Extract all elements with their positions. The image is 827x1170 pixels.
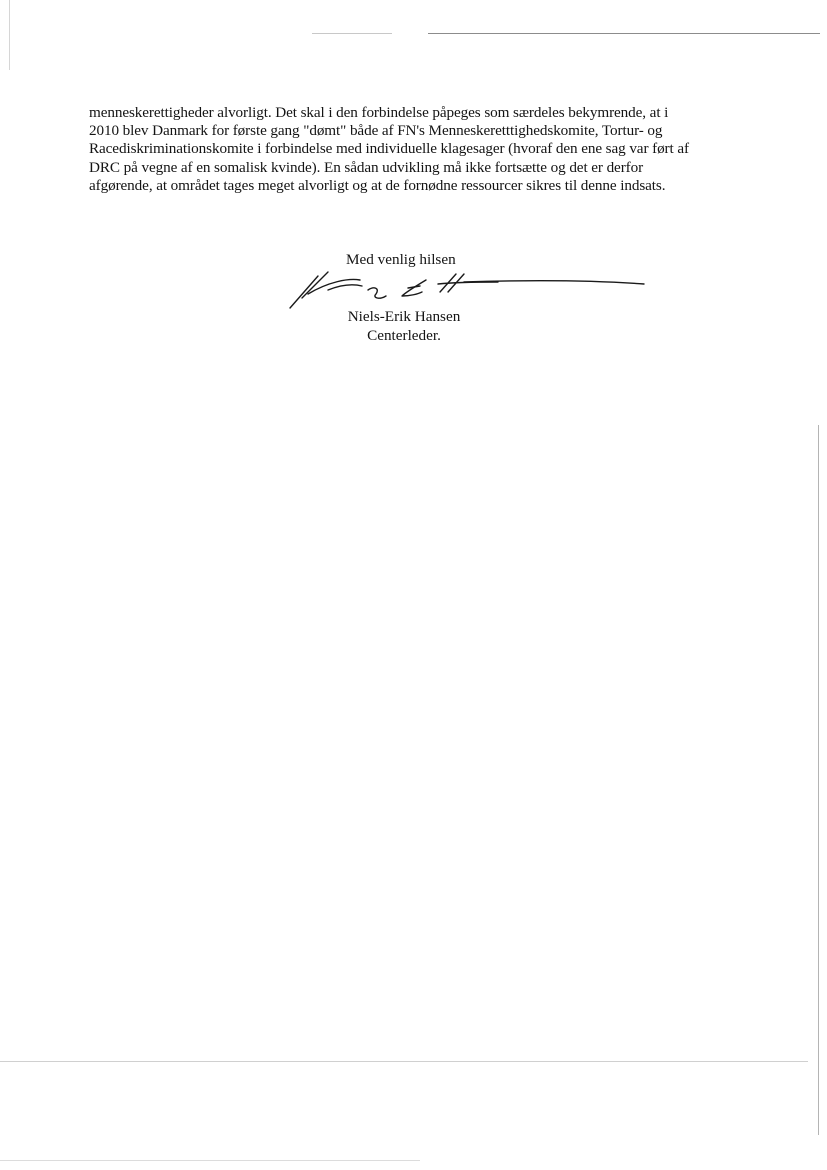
scan-edge-right bbox=[818, 425, 819, 1135]
body-line: DRC på vegne af en somalisk kvinde). En sådan udvikling må ikke fortsætte og det er derfor bbox=[89, 158, 644, 176]
body-line: 2010 blev Danmark for første gang "dømt" både af FN's Menneskeretttighedskomite, Tortur- og bbox=[89, 122, 663, 140]
scan-edge-bottom bbox=[0, 1061, 808, 1062]
scan-edge-top bbox=[312, 33, 392, 34]
body-line: afgørende, at området tages meget alvorligt og at de fornødne ressourcer sikres til denne indsats. bbox=[89, 176, 666, 194]
scan-edge-top-long bbox=[428, 33, 820, 34]
body-line: menneskerettigheder alvorligt. Det skal i den forbindelse påpeges som særdeles bekymrende, at i bbox=[89, 104, 669, 121]
handwritten-signature bbox=[288, 268, 648, 312]
signer-title: Centerleder. bbox=[367, 327, 441, 344]
scan-edge-bottom-2 bbox=[0, 1160, 420, 1161]
scan-edge-left bbox=[9, 0, 10, 70]
body-line: Racediskriminationskomite i forbindelse med individuelle klagesager (hvoraf den ene sag var ført af bbox=[89, 140, 689, 158]
letter-body bbox=[89, 104, 729, 195]
signer-name: Niels-Erik Hansen bbox=[347, 308, 461, 325]
closing-salutation: Med venlig hilsen bbox=[346, 251, 456, 268]
